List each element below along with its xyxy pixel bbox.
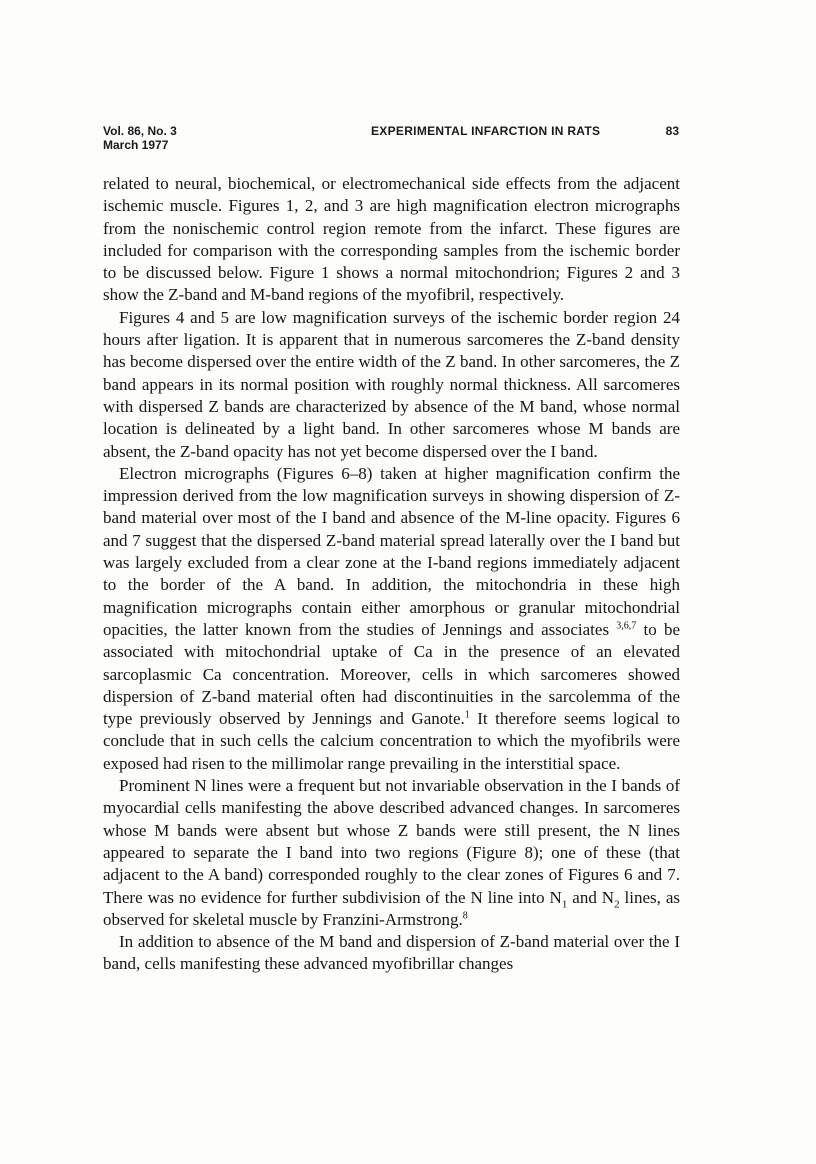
text-run: Electron micrographs (Figures 6–8) taken at higher magnification confirm the impression derived from the low magnification surveys in showing dispersion of Z-band material over most of the I band and absence of the M-line opacity. Figures 6 and 7 suggest that the dispersed Z-band material spread laterally over the I band but was largely excluded from a clear zone at the I-band regions immediately adjacent to the border of the A band. In addition, the mitochondria in these high magnification micrographs contain either amorphous or granular mitochondrial opacities, the latter known from the studies of Jennings and associates bbox=[103, 463, 680, 639]
text-run: Figures 4 and 5 are low magnification surveys of the ischemic border region 24 hours after ligation. It is apparent that in numerous sarcomeres the Z-band density has become dispersed over the entire width of the Z band. In other sarcomeres, the Z band appears in its normal position with roughly normal thickness. All sarcomeres with dispersed Z bands are characterized by absence of the M band, whose normal location is delineated by a light band. In other sarcomeres whose M bands are absent, the Z-band opacity has not yet become dispersed over the I band. bbox=[103, 307, 680, 461]
issue-info bbox=[103, 124, 177, 152]
text-run: In addition to absence of the M band and dispersion of Z-band material over the I band, cells manifesting these advanced myofibrillar changes bbox=[103, 932, 680, 974]
citation-superscript: 1 bbox=[464, 709, 470, 721]
paragraph-1 bbox=[103, 173, 680, 307]
citation-superscript: 8 bbox=[462, 910, 468, 922]
paragraph-2 bbox=[103, 307, 680, 463]
page-number: 83 bbox=[665, 124, 679, 138]
subscript: 1 bbox=[561, 897, 568, 910]
text-run: Prominent N lines were a frequent but not invariable observation in the I bands of myocardial cells manifesting the above described advanced changes. In sarcomeres whose M bands were absent but whose Z bands were still present, the N lines appeared to separate the I band into two regions (Figure 8); one of these (that adjacent to the A band) corresponded roughly to the clear zones of Figures 6 and 7. There was no evidence for further subdivision of the N line into N bbox=[103, 776, 680, 907]
text-run: and N bbox=[567, 887, 615, 907]
text-run: related to neural, biochemical, or electromechanical side effects from the adjacent ischemic muscle. Figures 1, 2, and 3 are high magnification electron micrographs from the nonischemic control region remote from the infarct. These figures are included for comparison with the corresponding samples from the ischemic border to be discussed below. Figure 1 shows a normal mitochondrion; Figures 2 and 3 show the Z-band and M-band regions of the myofibril, respectively. bbox=[103, 174, 680, 305]
text-run: It therefore seems logical to conclude that in such cells the calcium concentration to which the myofibrils were exposed had risen to the millimolar range prevailing in the interstitial space. bbox=[103, 709, 680, 773]
running-header bbox=[103, 124, 679, 156]
volume-label: Vol. 86, No. 3 bbox=[103, 124, 177, 138]
citation-superscript: 3,6,7 bbox=[616, 620, 637, 632]
text-run: lines, as observed for skeletal muscle by Franzini-Armstrong. bbox=[103, 887, 680, 929]
paragraph-3 bbox=[103, 463, 680, 775]
paragraph-5 bbox=[103, 931, 680, 976]
paragraph-4 bbox=[103, 775, 680, 931]
running-title: EXPERIMENTAL INFARCTION IN RATS bbox=[371, 124, 601, 138]
article-body bbox=[103, 173, 680, 976]
subscript: 2 bbox=[614, 897, 620, 910]
issue-date: March 1977 bbox=[103, 138, 169, 152]
text-run: to be associated with mitochondrial uptake of Ca in the presence of an elevated sarcoplasmic Ca concentration. Moreover, cells in which sarcomeres showed dispersion of Z-band material often had discontinuities in the sarcolemma of the type previously observed by Jennings and Ganote. bbox=[103, 619, 680, 729]
